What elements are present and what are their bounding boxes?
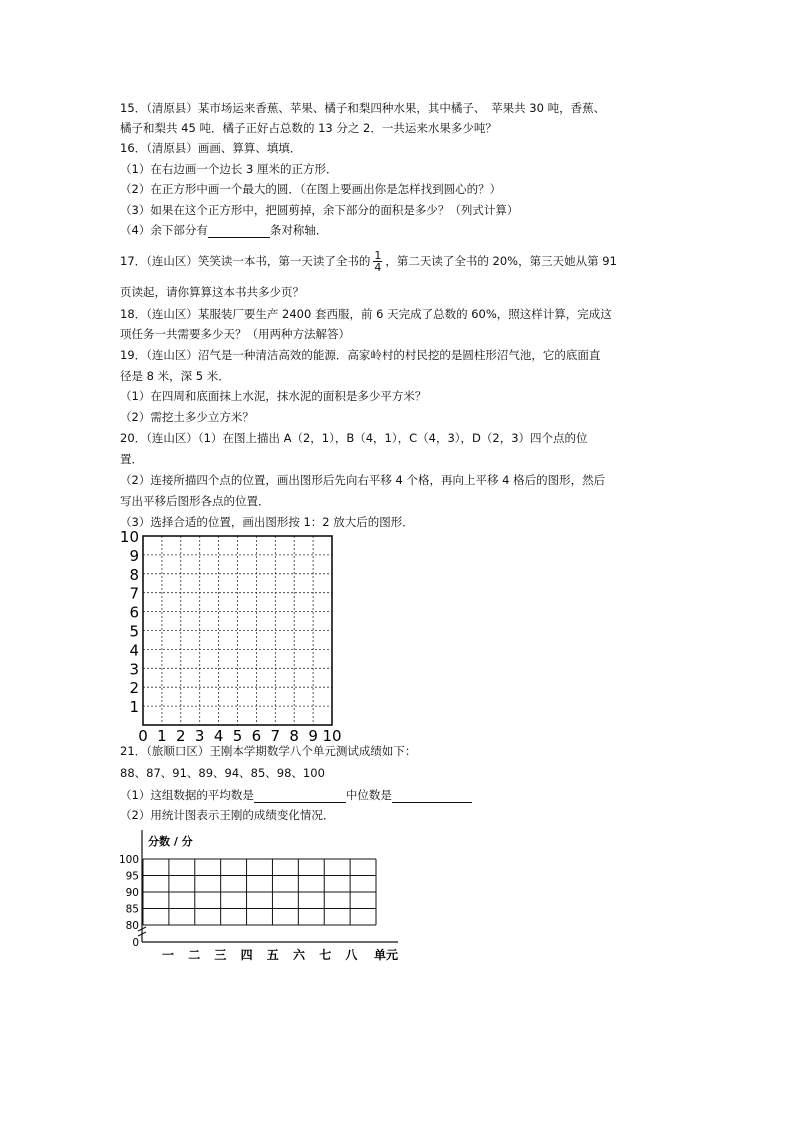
chart-x-label: 六 <box>292 948 306 962</box>
chart-x-label: 八 <box>345 948 358 962</box>
q20-sub2-line1: （2）连接所描四个点的位置，画出图形后先向右平移 4 个格，再向上平移 4 格后的图形，然后 <box>120 473 606 487</box>
q18-line1: 18．（连山区）某服装厂要生产 2400 套西服，前 6 天完成了总数的 60%，照这样计算，完成这 <box>120 307 612 321</box>
q16-sub3: （3）如果在这个正方形中，把圆剪掉，余下部分的面积是多少？（列式计算） <box>120 203 519 217</box>
q21-sub2: （2）用统计图表示王刚的成绩变化情况． <box>120 808 335 822</box>
q19-sub2: （2）需挖土多少立方米？ <box>120 410 254 424</box>
grid-border <box>143 536 332 725</box>
grid-x-label: 5 <box>232 727 243 745</box>
q21-sub1-mid: 中位数是 <box>345 788 392 802</box>
q20-sub2-line2: 写出平移后图形各点的位置． <box>120 494 270 508</box>
q16-sub2: （2）在正方形中画一个最大的圆．（在图上要画出你是怎样找到圆心的？） <box>120 182 502 196</box>
chart-x-label: 三 <box>214 948 227 962</box>
grid-y-label: 7 <box>129 584 139 603</box>
grid-y-label: 1 <box>129 698 139 717</box>
grid-x-label: 3 <box>194 727 205 745</box>
chart-y-tick: 90 <box>125 887 139 899</box>
chart-y-tick: 100 <box>118 854 139 866</box>
mean-answer-blank[interactable] <box>254 790 346 803</box>
q15-line1: 15．（清原县）某市场运来香蕉、苹果、橘子和梨四种水果，其中橘子、 苹果共 30 吨，香蕉、 <box>120 101 606 115</box>
median-answer-blank[interactable] <box>392 790 472 803</box>
grid-y-label: 9 <box>129 546 139 565</box>
chart-x-label: 七 <box>319 948 332 962</box>
grid-x-label: 9 <box>308 727 318 745</box>
q18-line2: 项任务一共需要多少天？（用两种方法解答） <box>120 327 350 341</box>
q19-line2: 径是 8 米，深 5 米． <box>120 369 230 383</box>
q16-sub4-pre: （4）余下部分有 <box>120 223 208 237</box>
grid-y-label: 3 <box>129 660 139 679</box>
chart-x-label: 二 <box>188 948 201 962</box>
grid-y-label: 2 <box>129 679 139 698</box>
grid-y-label: 4 <box>129 641 139 660</box>
q17-post: ，第二天读了全书的 20%，第三天她从第 91 <box>385 254 617 268</box>
grid-x-label: 4 <box>213 727 224 745</box>
q17-frac-num: 1 <box>374 249 382 262</box>
q16-title: 16．（清原县）画画、算算、填填． <box>120 141 302 155</box>
q19-sub1: （1）在四周和底面抹上水泥，抹水泥的面积是多少平方米？ <box>120 389 427 403</box>
q17-pre: 17．（连山区）笑笑读一本书，第一天读了全书的 <box>120 254 371 268</box>
grid-x-label: 0 <box>138 727 148 745</box>
chart-x-title: 单元 <box>373 948 399 962</box>
q17-frac-den: 4 <box>374 261 382 274</box>
grid-x-label: 1 <box>157 727 167 745</box>
q21-line1: 21．（旅顺口区）王刚本学期数学八个单元测试成绩如下： <box>120 744 417 758</box>
axis-break-mark <box>138 927 146 936</box>
q17-line1 <box>120 250 617 273</box>
q20-line1: 20．（连山区）（1）在图上描出 A（2，1），B（4，1），C（4，3），D（2，3）四个点的位 <box>120 431 588 445</box>
q21-scores: 88、87、91、89、94、85、98、100 <box>120 766 325 780</box>
chart-y-tick: 95 <box>125 870 139 883</box>
q16-sub1: （1）在右边画一个边长 3 厘米的正方形． <box>120 162 338 176</box>
grid-y-label: 6 <box>129 603 139 622</box>
grid-x-label: 8 <box>289 727 299 745</box>
q21-sub1-pre: （1）这组数据的平均数是 <box>120 788 254 802</box>
q15-line2: 橘子和梨共 45 吨．橘子正好占总数的 13 分之 2．一共运来水果多少吨？ <box>120 121 497 135</box>
chart-x-label: 四 <box>240 948 253 962</box>
chart-y-tick: 80 <box>125 920 139 932</box>
grid-y-label: 8 <box>129 565 139 584</box>
grid-x-label: 6 <box>251 727 262 745</box>
q21-sub1 <box>120 787 472 803</box>
chart-x-label: 五 <box>266 948 279 962</box>
q16-answer-blank[interactable] <box>208 225 270 238</box>
chart-y-title: 分数 / 分 <box>148 835 193 848</box>
q16-sub4-post: 条对称轴． <box>269 223 328 237</box>
grid-x-label: 10 <box>322 727 342 745</box>
q17-fraction <box>373 250 382 273</box>
q17-line2: 页读起，请你算算这本书共多少页？ <box>120 285 304 299</box>
q19-line1: 19．（连山区）沼气是一种清洁高效的能源．高家岭村的村民挖的是圆柱形沼气池，它的底面直 <box>120 348 601 362</box>
grid-x-label: 7 <box>270 727 281 745</box>
grid-y-label: 5 <box>129 622 139 641</box>
grid-y-label: 10 <box>119 528 139 546</box>
chart-x-label: 一 <box>161 948 175 962</box>
chart-y-tick: 0 <box>132 937 139 949</box>
q20-sub3: （3）选择合适的位置，画出图形按 1：2 放大后的图形． <box>120 515 414 529</box>
grid-x-label: 2 <box>176 727 186 745</box>
chart-y-tick: 85 <box>125 903 139 916</box>
q16-sub4 <box>120 222 327 238</box>
q20-line2: 置． <box>120 452 143 466</box>
